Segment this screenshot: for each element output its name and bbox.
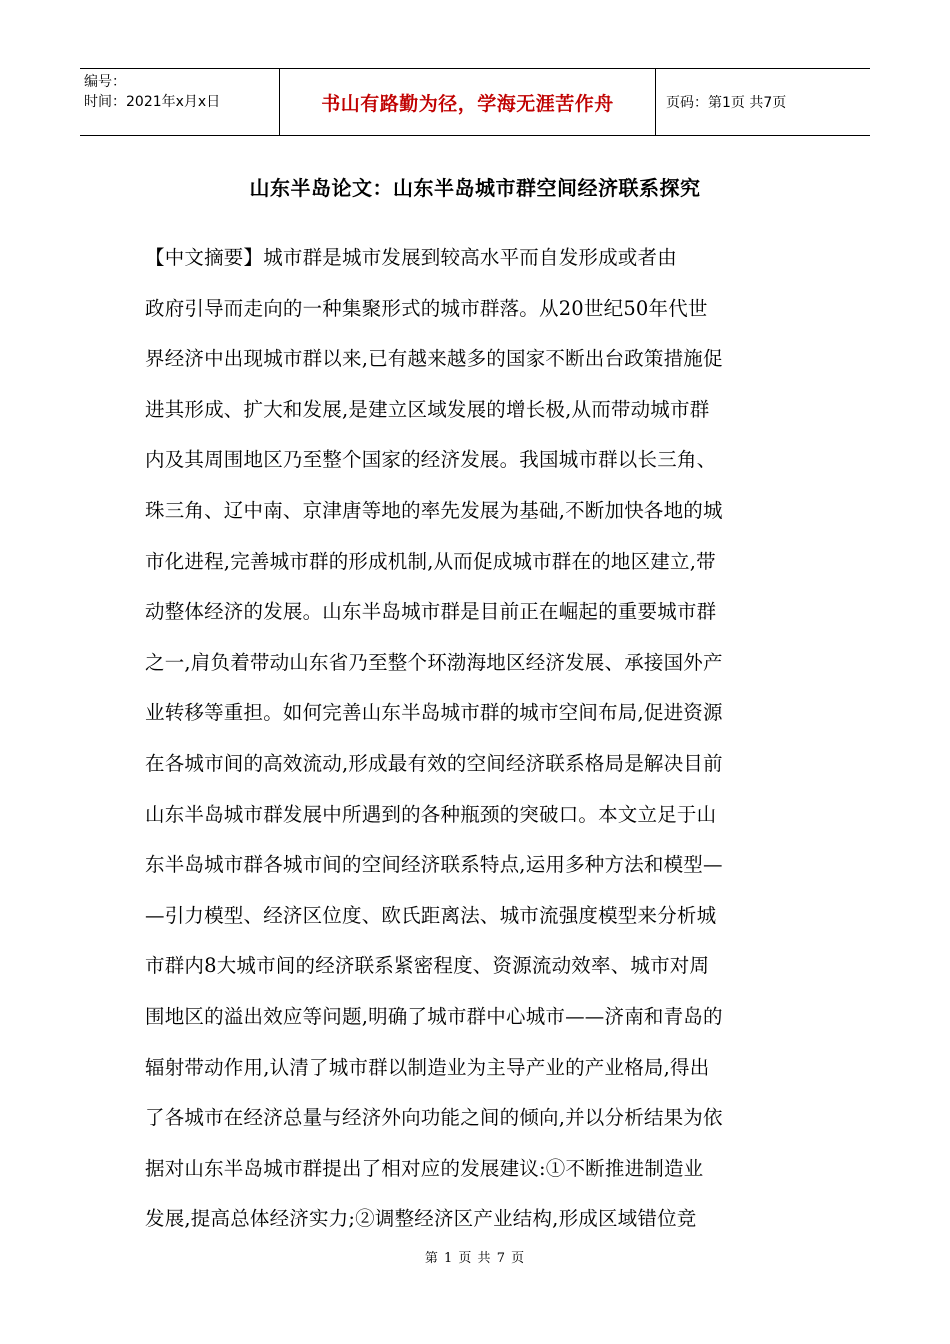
- motto-text: 书山有路勤为径，学海无涯苦作舟: [321, 92, 614, 115]
- body-line: 进其形成、扩大和发展,是建立区域发展的增长极,从而带动城市群: [145, 397, 710, 421]
- header-page-cell: [656, 69, 870, 135]
- body-line: 在各城市间的高效流动,形成最有效的空间经济联系格局是解决目前: [145, 751, 723, 775]
- body-line: 市化进程,完善城市群的形成机制,从而促成城市群在的地区建立,带: [145, 549, 716, 573]
- body-line: 东半岛城市群各城市间的空间经济联系特点,运用多种方法和模型—: [145, 853, 723, 877]
- page-code: 页码：第1页 共7页: [666, 95, 787, 111]
- body-line: 辐射带动作用,认清了城市群以制造业为主导产业的产业格局,得出: [145, 1055, 710, 1079]
- document-title: 山东半岛论文：山东半岛城市群空间经济联系探究: [249, 176, 701, 200]
- body-line: 山东半岛城市群发展中所遇到的各种瓶颈的突破口。本文立足于山: [145, 802, 717, 826]
- body-line: 发展,提高总体经济实力;②调整经济区产业结构,形成区域错位竞: [145, 1207, 697, 1231]
- header-info-cell: [80, 69, 280, 135]
- body-line: 珠三角、辽中南、京津唐等地的率先发展为基础,不断加快各地的城: [145, 498, 723, 522]
- body-line: —引力模型、经济区位度、欧氏距离法、城市流强度模型来分析城: [145, 903, 717, 927]
- body-line: 内及其周围地区乃至整个国家的经济发展。我国城市群以长三角、: [145, 448, 717, 472]
- body-line: 业转移等重担。如何完善山东半岛城市群的城市空间布局,促进资源: [145, 701, 723, 725]
- body-line: 动整体经济的发展。山东半岛城市群是目前正在崛起的重要城市群: [145, 600, 717, 624]
- abstract-body: [145, 240, 805, 1252]
- body-line: 围地区的溢出效应等问题,明确了城市群中心城市——济南和青岛的: [145, 1004, 723, 1028]
- header-motto-cell: [280, 69, 656, 135]
- page-footer: 第 1 页 共 7 页: [424, 1251, 526, 1266]
- body-line: 界经济中出现城市群以来,已有越来越多的国家不断出台政策措施促: [145, 347, 723, 371]
- body-line: 了各城市在经济总量与经济外向功能之间的倾向,并以分析结果为依: [145, 1106, 723, 1130]
- header-table: [80, 68, 870, 136]
- body-line: 据对山东半岛城市群提出了相对应的发展建议:①不断推进制造业: [145, 1156, 704, 1180]
- body-line: 市群内8大城市间的经济联系紧密程度、资源流动效率、城市对周: [145, 954, 710, 978]
- body-line: 之一,肩负着带动山东省乃至整个环渤海地区经济发展、承接国外产: [145, 650, 723, 674]
- body-line: 【中文摘要】城市群是城市发展到较高水平而自发形成或者由: [145, 246, 677, 269]
- time-label: 时间：2021年x月x日: [84, 94, 221, 110]
- body-line: 政府引导而走向的一种集聚形式的城市群落。从20世纪50年代世: [145, 296, 708, 320]
- number-label: 编号：: [84, 74, 126, 90]
